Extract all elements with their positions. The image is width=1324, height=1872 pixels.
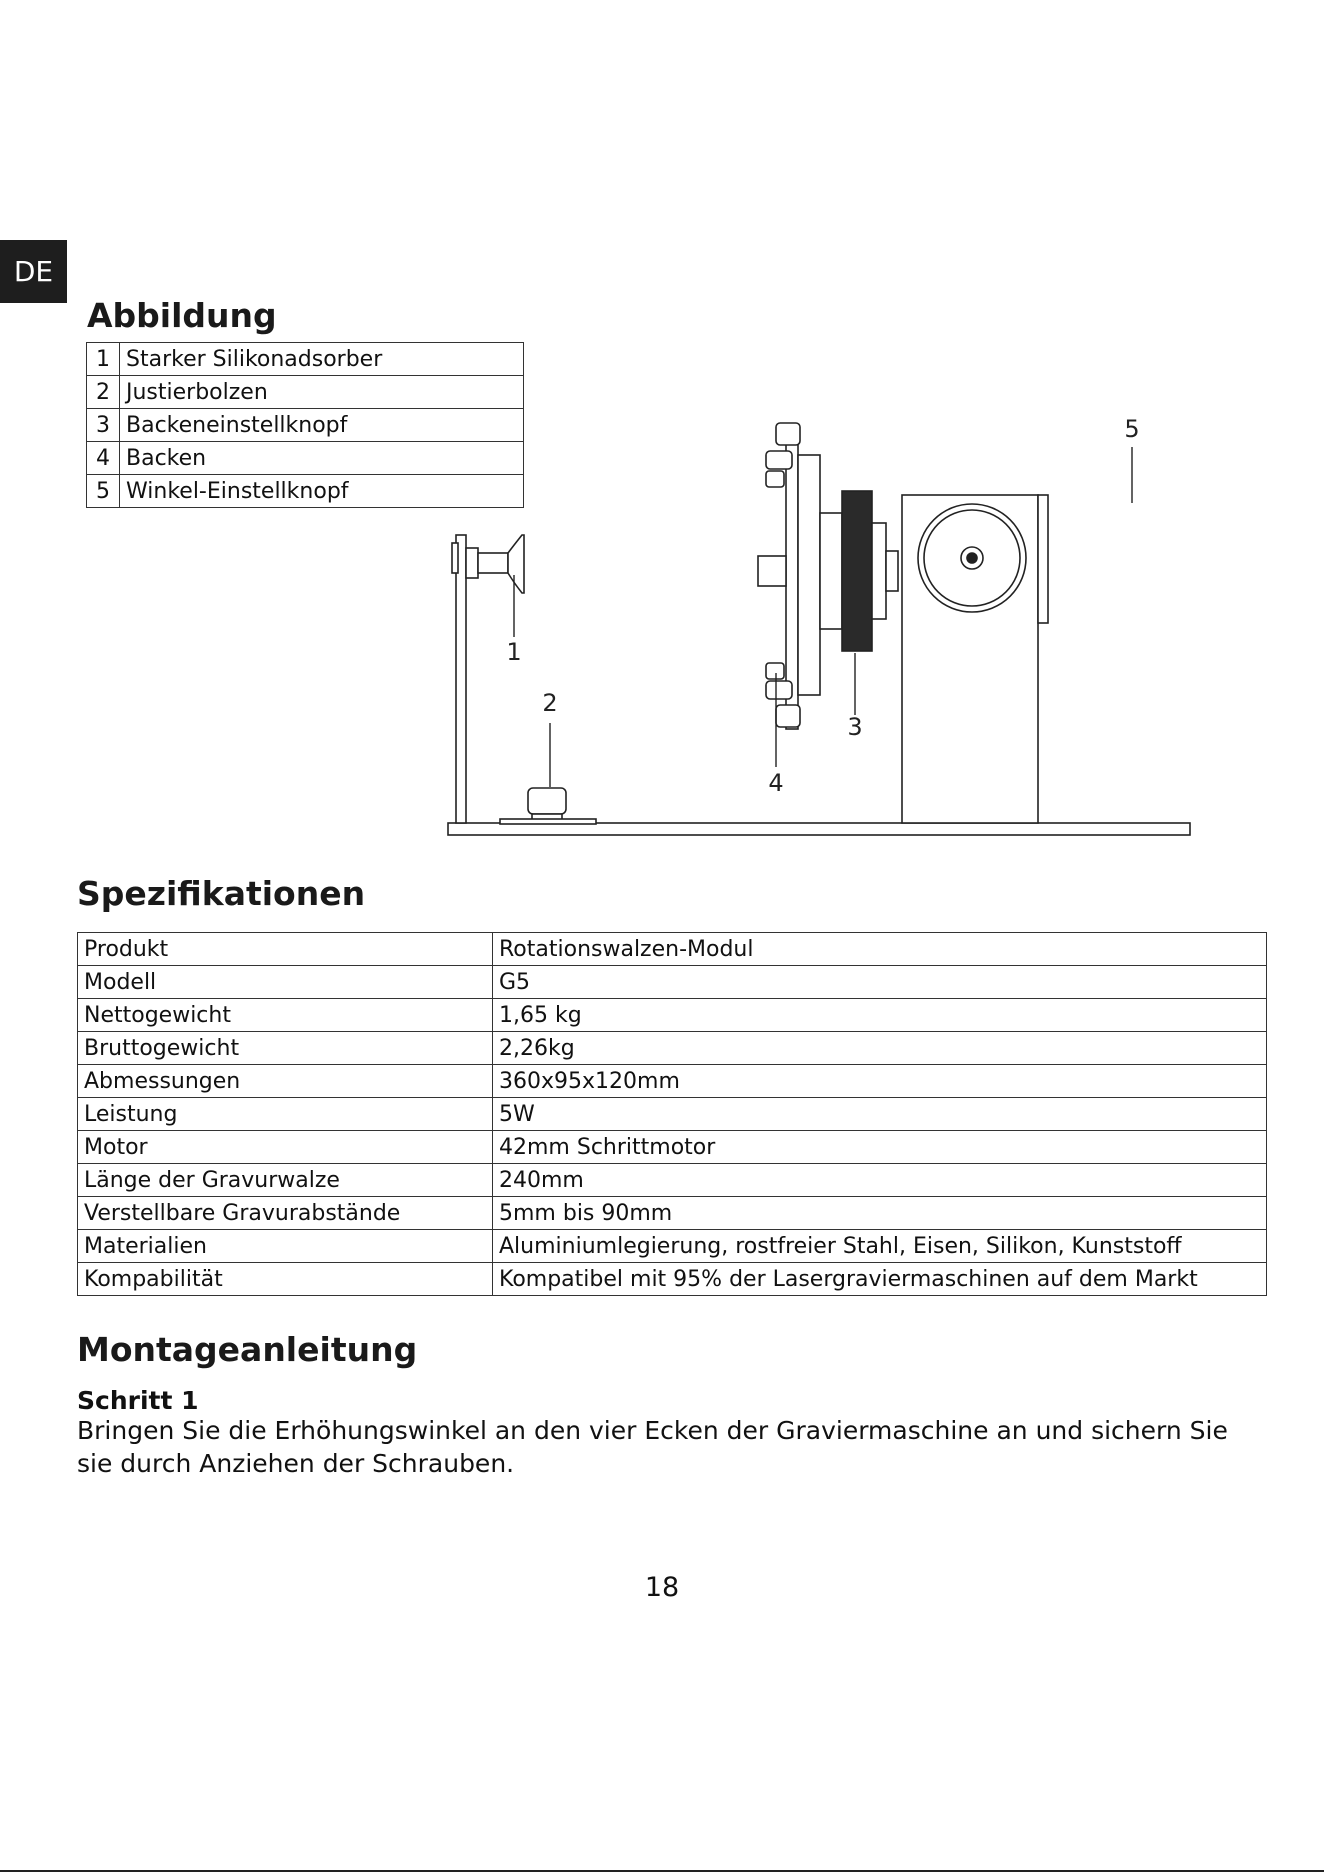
spec-value: 1,65 kg [493,999,1267,1032]
callout-5: 5 [1124,415,1140,443]
legend-row [87,376,524,409]
legend-number: 4 [87,442,120,475]
specs-table [77,932,1267,1296]
legend-number: 2 [87,376,120,409]
table-row [78,1065,1267,1098]
assembly-heading: Montageanleitung [77,1330,418,1369]
step-title: Schritt 1 [77,1386,199,1415]
legend-number: 5 [87,475,120,508]
specs-heading: Spezifikationen [77,874,366,913]
spec-value: 240mm [493,1164,1267,1197]
spec-value: Aluminiumlegierung, rostfreier Stahl, Eisen, Silikon, Kunststoff [493,1230,1267,1263]
legend-number: 3 [87,409,120,442]
callout-4: 4 [768,769,784,797]
callout-1: 1 [506,638,522,666]
table-row [78,1230,1267,1263]
table-row [78,966,1267,999]
table-row [78,933,1267,966]
legend-row [87,343,524,376]
table-row [78,1164,1267,1197]
jaw-assembly [758,423,820,729]
motor-housing [902,495,1048,823]
spec-key: Verstellbare Gravurabstände [78,1197,493,1230]
spec-key: Modell [78,966,493,999]
rotary-roller-diagram [440,415,1220,845]
spec-key: Materialien [78,1230,493,1263]
spec-value: G5 [493,966,1267,999]
table-row [78,1131,1267,1164]
spec-value: Kompatibel mit 95% der Lasergraviermaschinen auf dem Markt [493,1263,1267,1296]
legend-label: Justierbolzen [120,376,524,409]
angle-adjusting-knob [961,547,983,569]
adjusting-bolt [500,788,596,824]
page-number: 18 [644,1572,680,1603]
callout-2: 2 [542,689,558,717]
figure-heading: Abbildung [87,296,277,335]
spec-value: 42mm Schrittmotor [493,1131,1267,1164]
table-row [78,999,1267,1032]
jaw-adjusting-knob [820,491,898,651]
table-row [78,1032,1267,1065]
legend-label: Backen [120,442,524,475]
spec-key: Abmessungen [78,1065,493,1098]
spec-key: Länge der Gravurwalze [78,1164,493,1197]
spec-value: 5W [493,1098,1267,1131]
spec-value: 360x95x120mm [493,1065,1267,1098]
legend-number: 1 [87,343,120,376]
callout-3: 3 [847,713,863,741]
spec-key: Produkt [78,933,493,966]
legend-label: Backeneinstellknopf [120,409,524,442]
legend-label: Winkel-Einstellknopf [120,475,524,508]
spec-value: 2,26kg [493,1032,1267,1065]
table-row [78,1263,1267,1296]
language-tab: DE [0,240,67,303]
spec-key: Bruttogewicht [78,1032,493,1065]
step-text: Bringen Sie die Erhöhungswinkel an den vier Ecken der Graviermaschine an und sichern Sie sie durch Anziehen der Schrauben. [77,1416,1228,1478]
left-support [456,535,466,823]
table-row [78,1197,1267,1230]
spec-key: Leistung [78,1098,493,1131]
spec-value: 5mm bis 90mm [493,1197,1267,1230]
spec-value: Rotationswalzen-Modul [493,933,1267,966]
spec-key: Motor [78,1131,493,1164]
spec-key: Kompabilität [78,1263,493,1296]
spec-key: Nettogewicht [78,999,493,1032]
table-row [78,1098,1267,1131]
silicone-adsorber [466,535,524,593]
legend-label: Starker Silikonadsorber [120,343,524,376]
left-support-cap [452,543,458,573]
